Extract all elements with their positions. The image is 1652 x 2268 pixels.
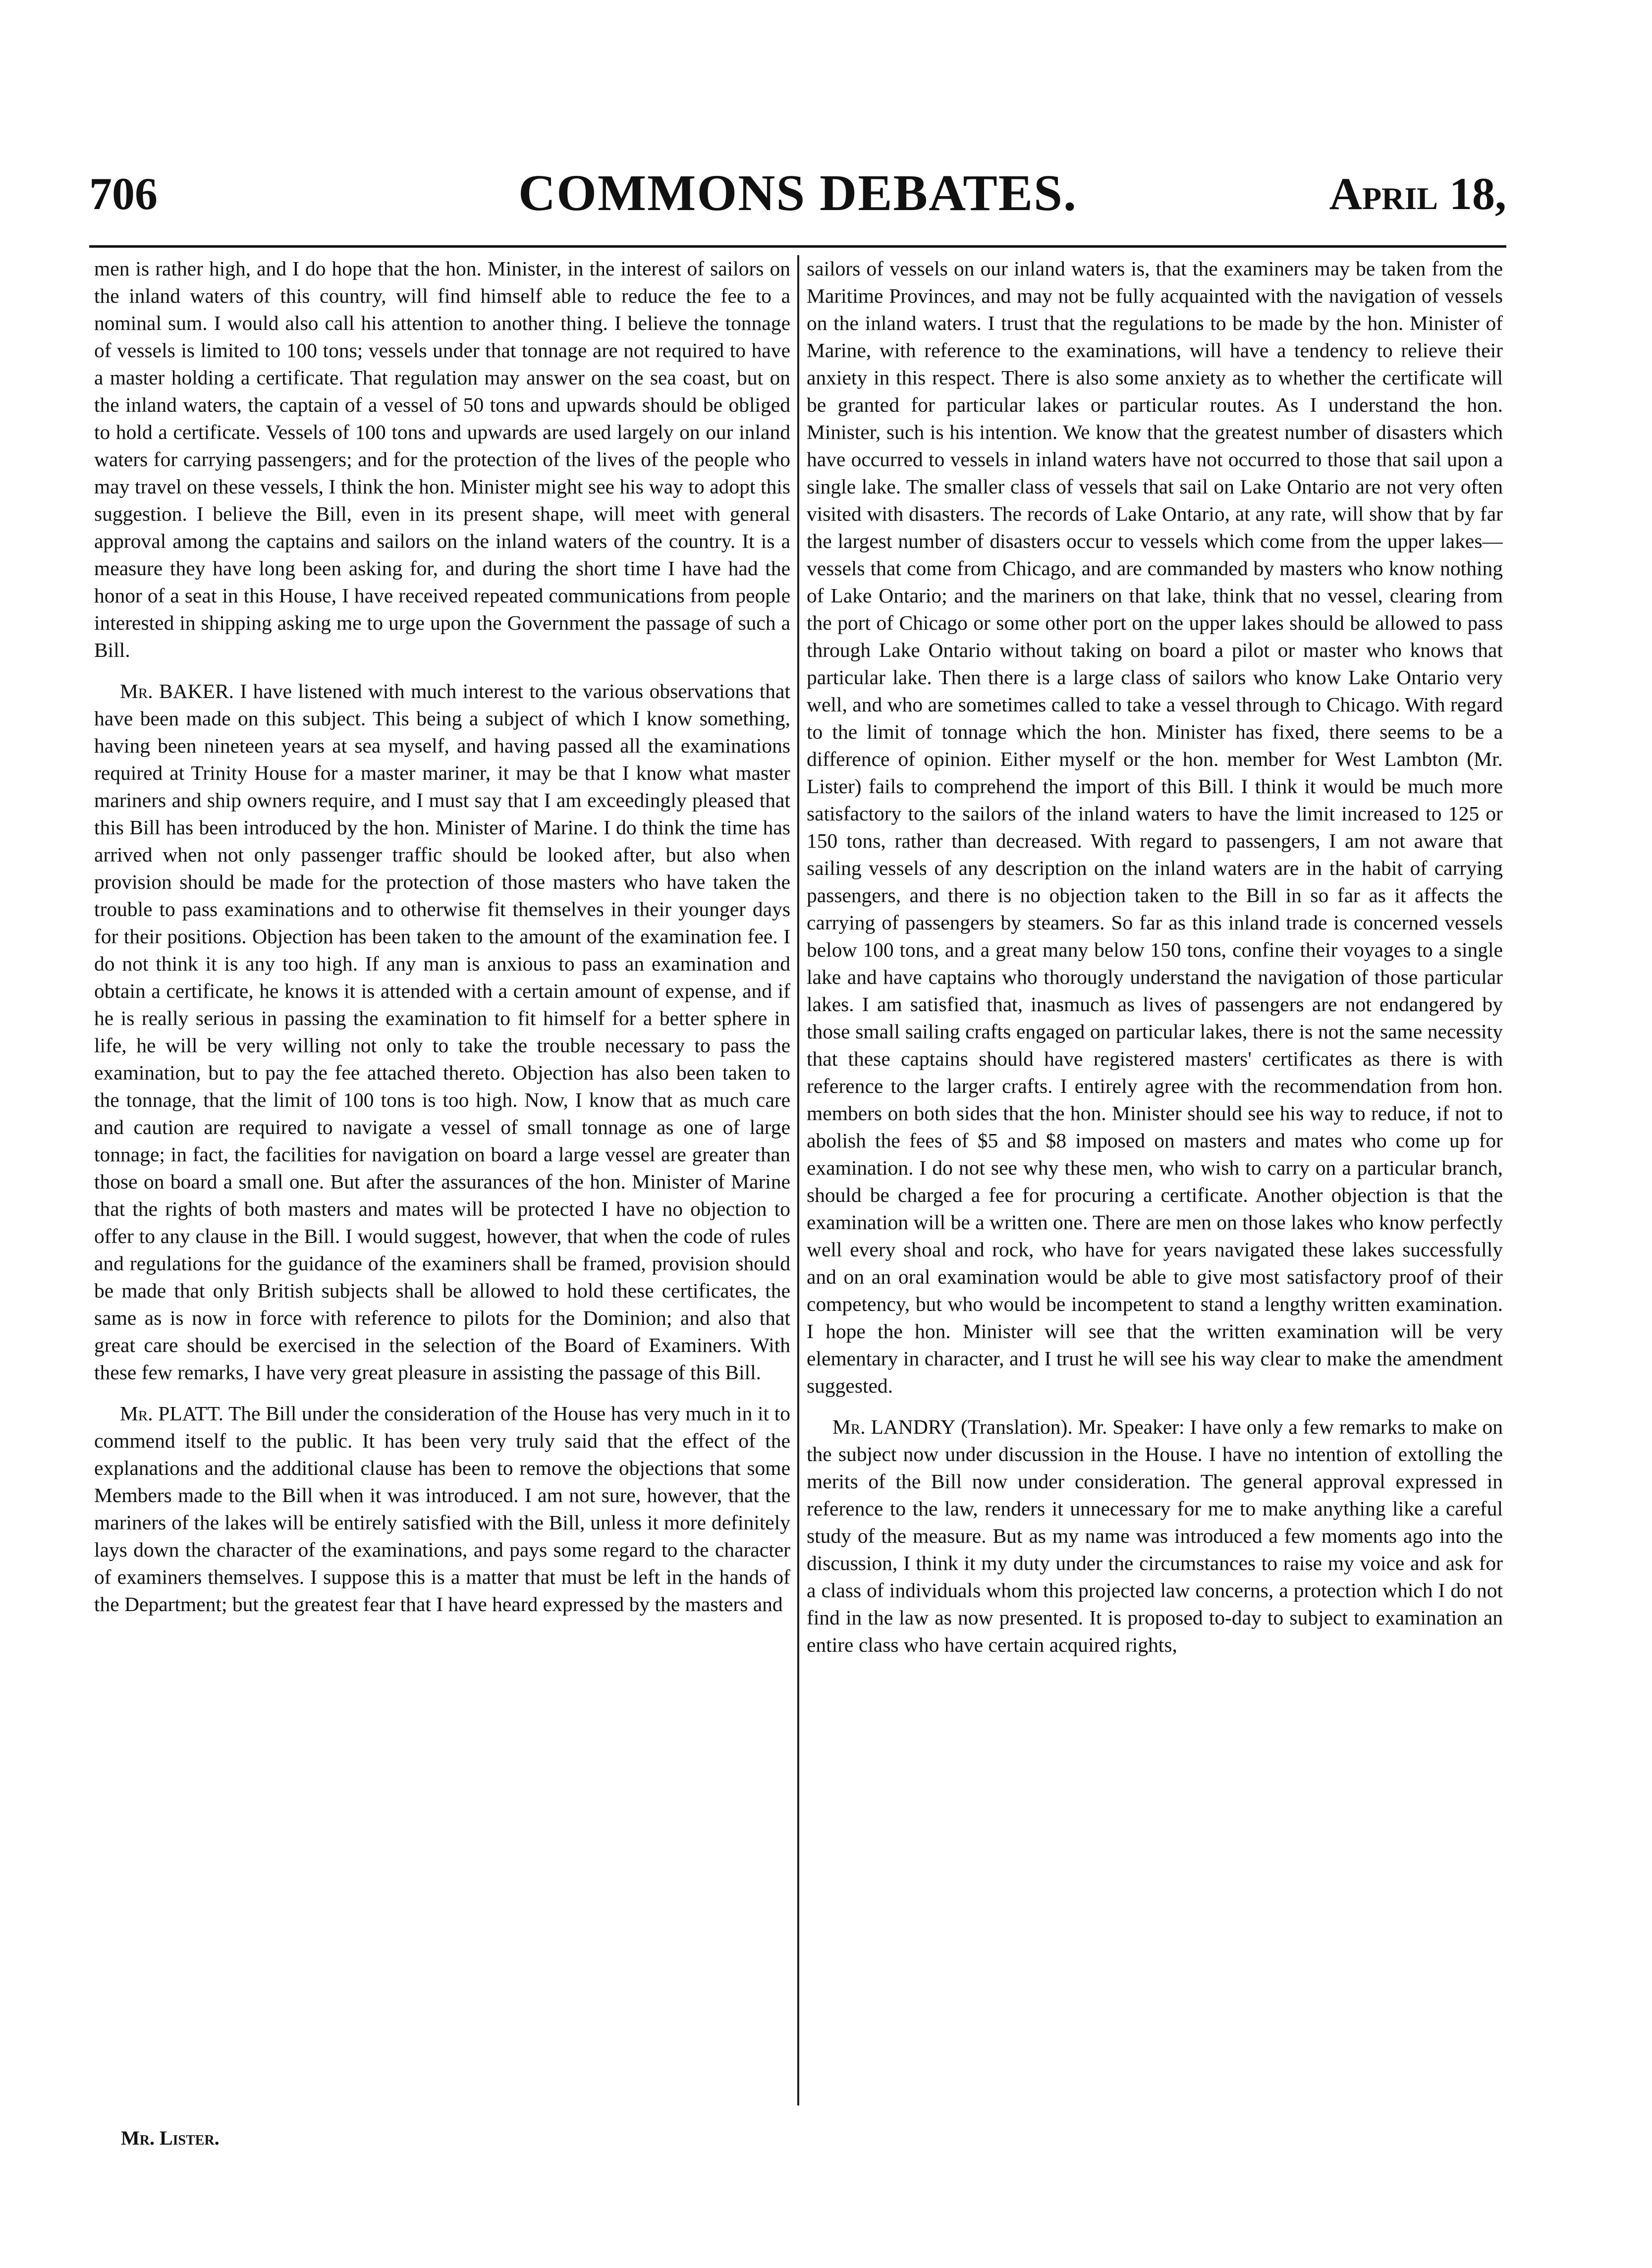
paragraph-text: (Translation). Mr. Speaker: I have only a few remarks to make on the subject now under discussion in the House. I have no intention of extolling the merits of the Bill now under consideration. The general approval expressed in reference to the law, renders it unnecessary for me to make anything like a careful study of the measure. But as my name was introduced a few moments ago into the discussion, I think it my duty under the circumstances to raise my voice and ask for a class of individuals whom this projected law concerns, a protection which I do not find in the law as now presented. It is proposed to-day to subject to examination an entire class who have certain acquired rights, bbox=[807, 1415, 1503, 1656]
paragraph bbox=[94, 678, 790, 1386]
page-date: April 18, bbox=[1329, 168, 1506, 219]
paragraph-text: I have listened with much interest to the various observations that have been made on this subject. This being a subject of which I know something, having been nineteen years at sea myself, and having passed all the examinations required at Trinity House for a master mariner, it may be that I know what master mariners and ship owners require, and I must say that I am exceedingly pleased that this Bill has been introduced by the hon. Minister of Marine. I do think the time has arrived when not only passenger traffic should be looked after, but also when provision should be made for the protection of those masters who have taken the trouble to pass examinations and to otherwise fit themselves in their younger days for their positions. Objection has been taken to the amount of the examination fee. I do not think it is any too high. If any man is anxious to pass an examination and obtain a certificate, he knows it is attended with a certain amount of expense, and if he is really serious in passing the examination to fit himself for a better sphere in life, he will be very willing not only to take the trouble necessary to pass the examination, but to pay the fee attached thereto. Objection has also been taken to the tonnage, that the limit of 100 tons is too high. Now, I know that as much care and caution are required to navigate a vessel of small tonnage as one of large tonnage; in fact, the facilities for navigation on board a large vessel are greater than those on board a small one. But after the assurances of the hon. Minister of Marine that the rights of both masters and mates will be protected I have no objection to offer to any clause in the Bill. I would suggest, however, that when the code of rules and regulations for the guidance of the examiners shall be framed, provision should be made that only British subjects shall be allowed to hold these certificates, the same as is now in force with reference to pilots for the Dominion; and also that great care should be exercised in the selection of the Board of Examiners. With these few remarks, I have very great pleasure in assisting the passage of this Bill. bbox=[94, 680, 790, 1384]
paragraph bbox=[807, 1413, 1503, 1659]
speaker-name: Mr. LANDRY bbox=[832, 1415, 956, 1438]
paragraph-text: The Bill under the consideration of the House has very much in it to commend itself to the public. It has been very truly said that the effect of the explanations and the additional clause has been to remove the objections that some Members made to the Bill when it was introduced. I am not sure, however, that the mariners of the lakes will be entirely satisfied with the Bill, unless it more definitely lays down the character of the examinations, and pays some regard to the character of examiners themselves. I suppose this is a matter that must be left in the hands of the Department; but the greatest fear that I have heard expressed by the masters and bbox=[94, 1402, 790, 1616]
left-column bbox=[94, 255, 790, 2133]
paragraph bbox=[94, 255, 790, 664]
speaker-name: Mr. PLATT. bbox=[120, 1402, 224, 1425]
footnote: Mr. Lister. bbox=[121, 2127, 220, 2149]
paragraph-text: sailors of vessels on our inland waters is, that the examiners may be taken from the Maritime Provinces, and may not be fully acquainted with the navigation of vessels on the inland waters. I trust that the regulations to be made by the hon. Minister of Marine, with reference to the examinations, will have a tendency to relieve their anxiety in this respect. There is also some anxiety as to whether the certificate will be granted for particular lakes or particular routes. As I understand the hon. Minister, such is his intention. We know that the greatest number of disasters which have occurred to vessels in inland waters have not occurred to those that sail upon a single lake. The smaller class of vessels that sail on Lake Ontario are not very often visited with disasters. The records of Lake Ontario, at any rate, will show that by far the largest number of disasters occur to vessels which come from the upper lakes—vessels that come from Chicago, and are commanded by masters who know nothing of Lake Ontario; and the mariners on that lake, think that no vessel, clearing from the port of Chicago or some other port on the upper lakes should be allowed to pass through Lake Ontario without taking on board a pilot or master who knows that particular lake. Then there is a large class of sailors who know Lake Ontario very well, and who are sometimes called to take a vessel through to Chicago. With regard to the limit of tonnage which the hon. Minister has fixed, there seems to be a difference of opinion. Either myself or the hon. member for West Lambton (Mr. Lister) fails to comprehend the import of this Bill. I think it would be much more satisfactory to the sailors of the inland waters to have the limit increased to 125 or 150 tons, rather than decreased. With regard to passengers, I am not aware that sailing vessels of any description on the inland waters are in the habit of carrying passengers, and there is no objection taken to the Bill in so far as it affects the carrying of passengers by steamers. So far as this inland trade is concerned vessels below 100 tons, and a great many below 150 tons, confine their voyages to a single lake and have captains who thorougly understand the navigation of those particular lakes. I am satisfied that, inasmuch as lives of passengers are not endangered by those small sailing crafts engaged on particular lakes, there is not the same necessity that these captains should have registered masters' certificates as there is with reference to the larger crafts. I entirely agree with the recommendation from hon. members on both sides that the hon. Minister should see his way to reduce, if not to abolish the fees of $5 and $8 imposed on masters and mates who come up for examination. I do not see why these men, who wish to carry on a particular branch, should be charged a fee for procuring a certificate. Another objection is that the examination will be a written one. There are men on those lakes who know perfectly well every shoal and rock, who have for years navigated these lakes successfully and on an oral examination would be able to give most satisfactory proof of their competency, but who would be incompetent to stand a lengthy written examination. I hope the hon. Minister will see that the written examination will be very elementary in character, and I trust he will see his way clear to make the amendment suggested. bbox=[807, 257, 1503, 1397]
speaker-name: Mr. BAKER. bbox=[120, 680, 234, 702]
page-header bbox=[89, 163, 1506, 238]
page-number: 706 bbox=[89, 168, 158, 219]
column-divider bbox=[797, 255, 799, 2106]
paragraph-text: men is rather high, and I do hope that the hon. Minister, in the interest of sailors on the inland waters of this country, will find himself able to reduce the fee to a nominal sum. I would also call his attention to another thing. I believe the tonnage of vessels is limited to 100 tons; vessels under that tonnage are not required to have a master holding a certificate. That regulation may answer on the sea coast, but on the inland waters, the captain of a vessel of 50 tons and upwards should be obliged to hold a certificate. Vessels of 100 tons and upwards are used largely on our inland waters for carrying passengers; and for the protection of the lives of the people who may travel on these vessels, I think the hon. Minister might see his way to adopt this suggestion. I believe the Bill, even in its present shape, will meet with general approval among the captains and sailors on the inland waters of the country. It is a measure they have long been asking for, and during the short time I have had the honor of a seat in this House, I have received repeated communications from people interested in shipping asking me to urge upon the Government the passage of such a Bill. bbox=[94, 257, 790, 661]
paragraph bbox=[94, 1400, 790, 1618]
page-title: COMMONS DEBATES. bbox=[518, 164, 1077, 221]
right-column bbox=[807, 255, 1503, 2133]
paragraph bbox=[807, 255, 1503, 1400]
header-rule bbox=[89, 245, 1506, 248]
